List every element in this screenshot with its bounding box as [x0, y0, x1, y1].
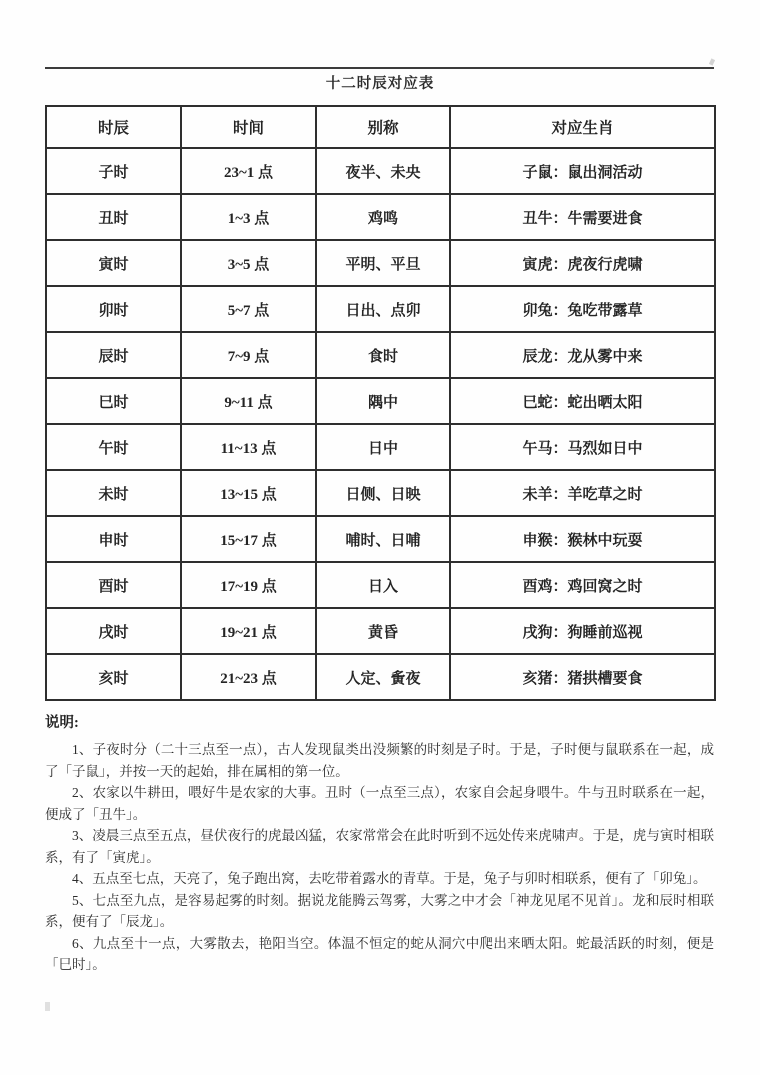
table-row	[46, 608, 715, 654]
note-paragraph-1: 1、子夜时分（二十三点至一点），古人发现鼠类出没频繁的时刻是子时。于是，子时便与鼠联系在一起，成了「子鼠」，并按一天的起始，排在属相的第一位。	[45, 742, 714, 779]
cell-zodiac: 寅虎：虎夜行虎啸	[450, 240, 715, 286]
cell-zodiac: 午马：马烈如日中	[450, 424, 715, 470]
table-row	[46, 562, 715, 608]
cell-alias: 平明、平旦	[316, 240, 450, 286]
cell-zodiac: 未羊：羊吃草之时	[450, 470, 715, 516]
cell-time: 11~13 点	[181, 424, 316, 470]
cell-shichen: 巳时	[46, 378, 181, 424]
cell-shichen: 丑时	[46, 194, 181, 240]
table-row	[46, 424, 715, 470]
cell-time: 1~3 点	[181, 194, 316, 240]
cell-alias: 食时	[316, 332, 450, 378]
cell-time: 21~23 点	[181, 654, 316, 700]
cell-shichen: 酉时	[46, 562, 181, 608]
cell-shichen: 未时	[46, 470, 181, 516]
cell-alias: 夜半、未央	[316, 148, 450, 194]
cell-time: 5~7 点	[181, 286, 316, 332]
cell-alias: 日侧、日映	[316, 470, 450, 516]
cell-shichen: 子时	[46, 148, 181, 194]
cell-zodiac: 申猴：猴林中玩耍	[450, 516, 715, 562]
table-row	[46, 654, 715, 700]
cell-shichen: 亥时	[46, 654, 181, 700]
table-row	[46, 470, 715, 516]
scan-artifact-mark	[45, 1002, 50, 1011]
cell-time: 23~1 点	[181, 148, 316, 194]
cell-zodiac: 卯兔：兔吃带露草	[450, 286, 715, 332]
column-header-shichen: 时辰	[46, 106, 181, 148]
note-paragraph-6: 6、九点至十一点，大雾散去，艳阳当空。体温不恒定的蛇从洞穴中爬出来晒太阳。蛇最活跃的时刻，便是「巳时」。	[45, 935, 714, 972]
cell-zodiac: 辰龙：龙从雾中来	[450, 332, 715, 378]
table-row	[46, 516, 715, 562]
cell-alias: 日出、点卯	[316, 286, 450, 332]
cell-alias: 哺时、日哺	[316, 516, 450, 562]
table-row	[46, 148, 715, 194]
note-paragraph-4: 4、五点至七点，天亮了，兔子跑出窝，去吃带着露水的青草。于是，兔子与卯时相联系，便有了「卯兔」。	[72, 871, 707, 886]
notes-section	[45, 711, 714, 976]
column-header-alias: 别称	[316, 106, 450, 148]
column-header-zodiac: 对应生肖	[450, 106, 715, 148]
cell-zodiac: 酉鸡：鸡回窝之时	[450, 562, 715, 608]
cell-time: 9~11 点	[181, 378, 316, 424]
column-header-time: 时间	[181, 106, 316, 148]
table-row	[46, 332, 715, 378]
cell-zodiac: 戌狗：狗睡前巡视	[450, 608, 715, 654]
table-header-row	[46, 106, 715, 148]
cell-time: 7~9 点	[181, 332, 316, 378]
cell-alias: 人定、夤夜	[316, 654, 450, 700]
cell-zodiac: 丑牛：牛需要进食	[450, 194, 715, 240]
note-paragraph-3: 3、凌晨三点至五点，昼伏夜行的虎最凶猛，农家常常会在此时听到不远处传来虎啸声。于是，虎与寅时相联系，有了「寅虎」。	[45, 828, 714, 865]
table-row	[46, 240, 715, 286]
cell-zodiac: 子鼠：鼠出洞活动	[450, 148, 715, 194]
note-paragraph-2: 2、农家以牛耕田，喂好牛是农家的大事。丑时（一点至三点），农家自会起身喂牛。牛与丑时联系在一起，便成了「丑牛」。	[45, 785, 714, 822]
table-row	[46, 194, 715, 240]
cell-time: 13~15 点	[181, 470, 316, 516]
table-row	[46, 378, 715, 424]
cell-alias: 黄昏	[316, 608, 450, 654]
cell-zodiac: 亥猪：猪拱槽要食	[450, 654, 715, 700]
cell-shichen: 卯时	[46, 286, 181, 332]
cell-alias: 鸡鸣	[316, 194, 450, 240]
cell-alias: 日中	[316, 424, 450, 470]
table-row	[46, 286, 715, 332]
cell-time: 19~21 点	[181, 608, 316, 654]
cell-time: 17~19 点	[181, 562, 316, 608]
note-paragraph-5: 5、七点至九点，是容易起雾的时刻。据说龙能腾云驾雾，大雾之中才会「神龙见尾不见首」。龙和辰时相联系，便有了「辰龙」。	[45, 892, 714, 929]
scan-artifact-mark	[709, 58, 715, 65]
cell-alias: 日入	[316, 562, 450, 608]
page-title: 十二时辰对应表	[325, 76, 435, 92]
cell-shichen: 戌时	[46, 608, 181, 654]
cell-shichen: 申时	[46, 516, 181, 562]
cell-time: 15~17 点	[181, 516, 316, 562]
cell-time: 3~5 点	[181, 240, 316, 286]
shichen-table	[45, 105, 716, 701]
cell-shichen: 寅时	[46, 240, 181, 286]
cell-shichen: 午时	[46, 424, 181, 470]
cell-alias: 隅中	[316, 378, 450, 424]
cell-zodiac: 巳蛇：蛇出晒太阳	[450, 378, 715, 424]
top-horizontal-rule	[45, 67, 714, 69]
cell-shichen: 辰时	[46, 332, 181, 378]
notes-heading: 说明:	[45, 715, 79, 731]
